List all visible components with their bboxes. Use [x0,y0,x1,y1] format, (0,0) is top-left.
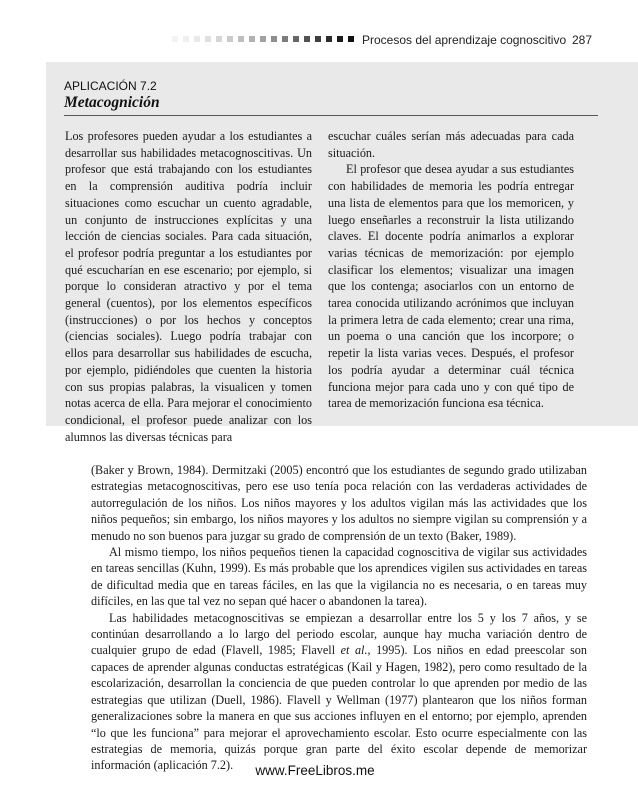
application-box [46,62,638,444]
box-paragraph: escuchar cuáles serían más adecuadas para cada situación. [328,129,574,160]
box-column-left [65,128,312,445]
decorative-dot [315,36,321,42]
footer-url[interactable]: www.FreeLibros.me [255,763,375,778]
box-paragraph: El profesor que desea ayudar a sus estudiantes con habilidades de memoria les podría entregar una lista de elementos para que los memoricen, y luego enseñarles a reconstruir la lista utilizando claves. El docente podría animarlos a explorar varias técnicas de memorización: por ejemplo clasificar los elementos; visualizar una imagen que los contenga; asociarlos con un entorno de tarea conocida utilizando acrónimos que incluyan la primera letra de cada elemento; crear una rima, un poema o una canción que los incorpore; o repetir la lista varias veces. Después, el profesor los podría ayudar a determinar cuál técnica funciona mejor para cada uno y con qué tipo de tarea de memorización funciona esa técnica. [328,162,574,411]
decorative-dot [337,36,343,42]
decorative-dot [271,36,277,42]
decorative-dot [238,36,244,42]
box-title-rule [64,115,598,116]
decorative-dot [172,36,178,42]
decorative-dot [304,36,310,42]
decorative-dot [216,36,222,42]
decorative-dot [282,36,288,42]
body-text [91,462,587,774]
body-text-run: Las habilidades metacognoscitivas se empiezan a desarrollar entre los 5 y los 7 años, y se continúan desarrollando a lo largo del periodo escolar, aunque hay mucha variación dentro de cualquier grupo de edad (Flavell, 1985; Flavell [91,610,587,658]
page-number: 287 [572,33,593,47]
decorative-dot [194,36,200,42]
decorative-dot [183,36,189,42]
box-title: Metacognición [64,94,160,111]
body-paragraph: (Baker y Brown, 1984). Dermitzaki (2005) encontró que los estudiantes de segundo grado utilizaban estrategias metacognoscitivas, pero ese uso tenía poca relación con las verdaderas actividades de autorregulación de los niños. Los niños mayores y los adultos vigilan más las actividades que los niños pequeños; sin embargo, los niños mayores y los adultos no siempre vigilan su comprensión y a menudo no son buenos para juzgar su grado de comprensión de un texto (Baker, 1989). [91,463,587,543]
running-title: Procesos del aprendizaje cognoscitivo [362,33,567,47]
body-text-run: , 1995). Los niños en edad preescolar son capaces de aprender algunas conductas estratégicas (Kail y Hagen, 1982), pero como resultado de la escolarización, desarrollan la conciencia de que pueden controlar lo que aprenden por medio de las estrategias que utilizan (Duell, 1986). Flavell y Wellman (1977) plantearon que los niños forman generalizaciones sobre la manera en que sus acciones influyen en el entorno; por ejemplo, aprenden “lo que les funciona” para mejorar el aprovechamiento escolar. Esto ocurre especialmente con las estrategias de memoria, quizás porque gran parte del éxito escolar depende de memorizar información (aplicación 7.2). [91,643,587,773]
box-paragraph: Los profesores pueden ayudar a los estudiantes a desarrollar sus habilidades metacognoscitivas. Un profesor que está trabajando con los estudiantes en la comprensión auditiva podría incluir situaciones como escuchar un cuento agradable, un conjunto de instrucciones explícitas y una lección de ciencias sociales. Para cada situación, el profesor podría preguntar a los estudiantes por qué escucharían en ese escenario; por ejemplo, si porque lo consideran atractivo y por el tema general (cuentos), por los elementos específicos (instrucciones) o por los hechos y conceptos (ciencias sociales). Luego podría trabajar con ellos para desarrollar sus habilidades de escucha, por ejemplo, pidiéndoles que cuenten la historia con sus propias palabras, la visualicen y tomen notas acerca de ella. Para mejorar el conocimiento condicional, el profesor puede analizar con los alumnos las diversas técnicas para [65,129,312,444]
decorative-dot [260,36,266,42]
footer [0,763,638,778]
box-label: APLICACIÓN 7.2 [64,79,157,93]
decorative-dot-row [172,36,354,42]
running-header [0,32,638,50]
decorative-dot [205,36,211,42]
decorative-dot [227,36,233,42]
decorative-dot [326,36,332,42]
decorative-dot [348,36,354,42]
box-column-right [328,128,574,412]
body-paragraph: Al mismo tiempo, los niños pequeños tienen la capacidad cognoscitiva de vigilar sus actividades en tareas sencillas (Kuhn, 1999). Es más probable que los aprendices vigilen sus actividades en tareas de dificultad media que en tareas fáciles, en las que la vigilancia no es necesaria, o en tareas muy difíciles, en las que tal vez no sepan qué hacer o abandonen la tarea). [91,545,587,609]
decorative-dot [293,36,299,42]
decorative-dot [249,36,255,42]
body-text-italic: et al. [340,643,368,658]
body-paragraph [91,610,587,774]
